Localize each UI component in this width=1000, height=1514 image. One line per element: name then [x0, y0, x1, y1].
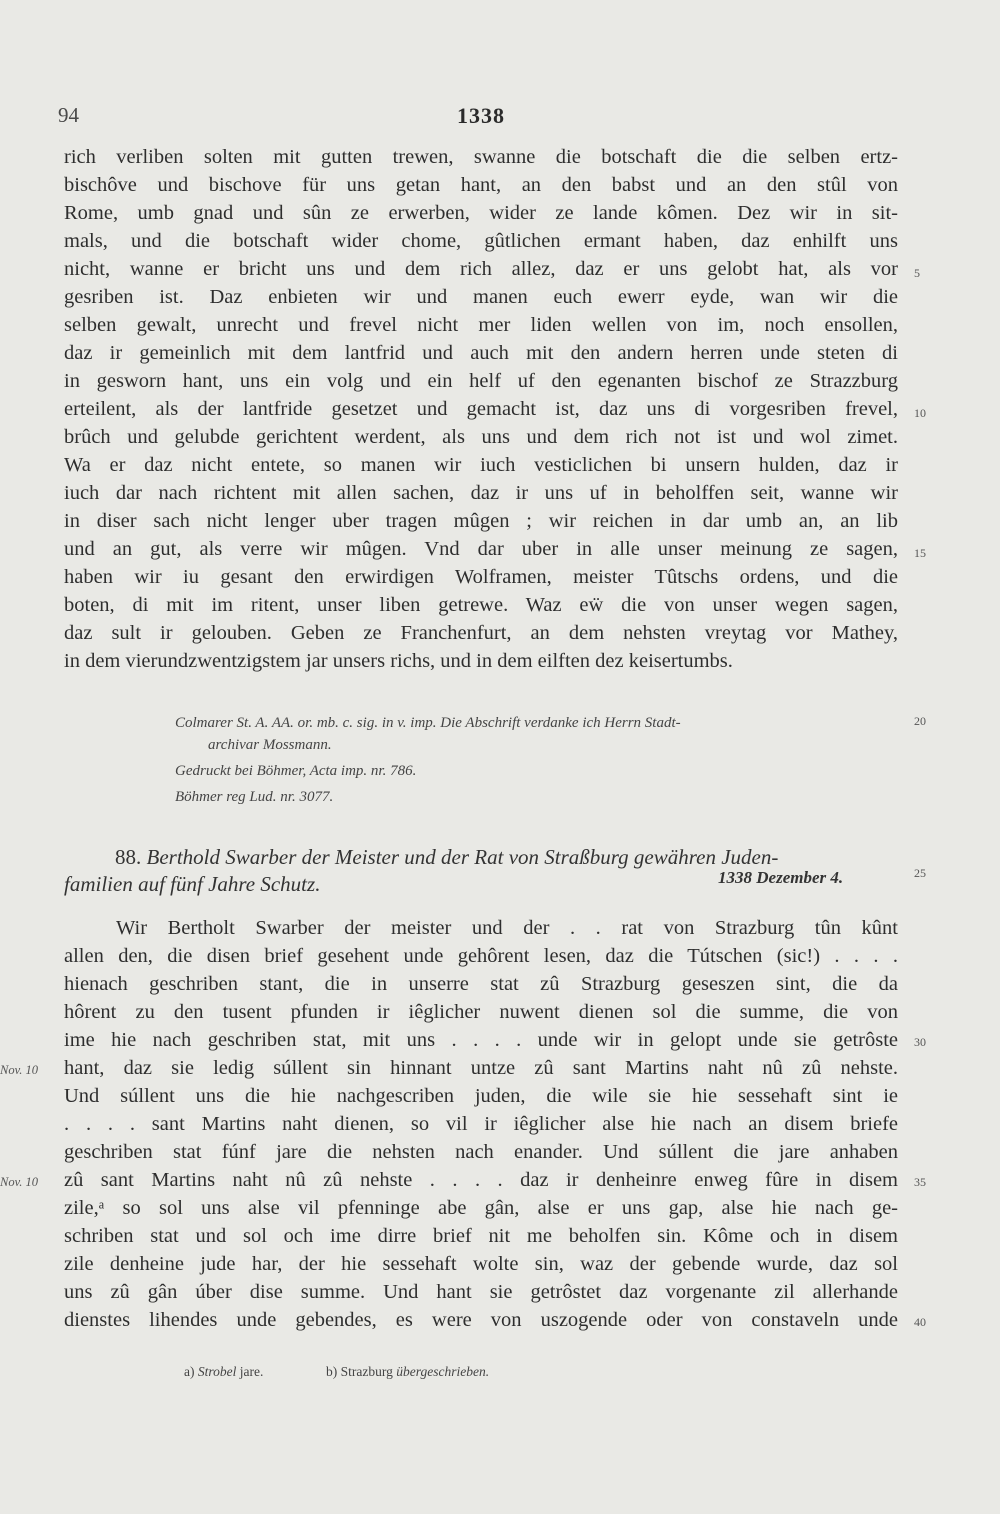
page-number: 94 [58, 103, 79, 127]
text-line: hôrent zu den tusent pfunden ir iêglicher nuwent dienen sol die summe, die von [64, 1001, 898, 1023]
footnote-italic: übergeschrieben. [396, 1364, 490, 1379]
text-line: dienstes lihendes unde gebendes, es were von uszogende oder von constaveln unde [64, 1309, 898, 1331]
text-line: in diser sach nicht lenger uber tragen mûgen ; wir reichen in dar umb an, an lib [64, 510, 898, 532]
text-line: gesriben ist. Daz enbieten wir und manen euch ewerr eyde, wan wir die [64, 286, 898, 308]
text-line: schriben stat und sol och ime dirre brief nit me beholfen sin. Kôme och in disem [64, 1225, 898, 1247]
text-line: ime hie nach geschriben stat, mit uns . . . . unde wir in gelopt unde sie getrôste [64, 1029, 898, 1051]
text-line: boten, di mit im ritent, unser liben getrewe. Waz eẅ die von unser wegen sagen, [64, 594, 898, 616]
text-line: hienach geschriben stant, die in unserre stat zû Strazburg geseszen sint, die da [64, 973, 898, 995]
text-line: Rome, umb gnad und sûn ze erwerben, wider ze lande kômen. Dez wir in sit- [64, 202, 898, 224]
text-line: nicht, wanne er bricht uns und dem rich allez, daz er uns gelobt hat, als vor [64, 258, 898, 280]
footnote-b [326, 1364, 489, 1380]
footnote-text: Strazburg [340, 1364, 393, 1379]
source-line: Gedruckt bei Böhmer, Acta imp. nr. 786. [175, 763, 417, 779]
line-number: 30 [914, 1035, 926, 1049]
text-line: zû sant Martins naht nû zû nehste . . . . daz ir denheinre enweg fûre in disem [64, 1169, 898, 1191]
text-line: selben gewalt, unrecht und frevel nicht mer liden wellen von im, noch ensollen, [64, 314, 898, 336]
line-number: 5 [914, 266, 920, 280]
text-line: in dem vierundzwentzigstem jar unsers richs, und in dem eilften dez keisertumbs. [64, 650, 733, 672]
text-line: brûch und gelubde gerichtent werdent, als uns und dem rich not ist und wol zimet. [64, 426, 898, 448]
line-number: 35 [914, 1175, 926, 1189]
source-line: Böhmer reg Lud. nr. 3077. [175, 789, 334, 805]
text-line: Wa er daz nicht entete, so manen wir iuch vesticlichen bi unsern hulden, daz ir [64, 454, 898, 476]
line-number: 20 [914, 714, 926, 728]
text-line: zile,ᵃ so sol uns alse vil pfenninge abe gân, alse er uns gap, alse hie nach ge- [64, 1197, 898, 1219]
text-line: haben wir iu gesant den erwirdigen Wolframen, meister Tûtschs ordens, und die [64, 566, 898, 588]
page-header [0, 103, 1000, 129]
source-line: Colmarer St. A. AA. or. mb. c. sig. in v. imp. Die Abschrift verdanke ich Herrn Stadt- [175, 715, 681, 731]
footnote-a [184, 1364, 263, 1380]
text-line: mals, und die botschaft wider chome, gûtlichen ermant haben, daz enhilft uns [64, 230, 898, 252]
footnote-mark: b) [326, 1364, 338, 1379]
text-line: Wir Bertholt Swarber der meister und der . . rat von Strazburg tûn kûnt [116, 917, 898, 939]
text-line: bischôve und bischove für uns getan hant, an den babst und an den stûl von [64, 174, 898, 196]
source-line: archivar Mossmann. [208, 737, 332, 753]
margin-date-note: Nov. 10 [0, 1063, 38, 1077]
text-line: zile denheine jude har, der hie sessehaft wolte sin, waz der gebende wurde, daz sol [64, 1253, 898, 1275]
text-line: erteilent, als der lantfride gesetzet und gemacht ist, daz uns di vorgesriben frevel, [64, 398, 898, 420]
text-line: und an gut, als verre wir mûgen. Vnd dar uber in alle unser meinung ze sagen, [64, 538, 898, 560]
text-line: uns zû gân úber dise summe. Und hant sie getrôstet daz vorgenante zil allerhande [64, 1281, 898, 1303]
text-line: rich verliben solten mit gutten trewen, swanne die botschaft die die selben ertz- [64, 146, 898, 168]
line-number: 40 [914, 1315, 926, 1329]
footnote-italic: Strobel [197, 1364, 237, 1379]
document-date: 1338 Dezember 4. [718, 868, 844, 887]
footnote-text: jare. [239, 1364, 264, 1379]
text-line: allen den, die disen brief gesehent unde gehôrent lesen, daz die Tútschen (sic!) . . . . [64, 945, 898, 967]
heading-text-1: Berthold Swarber der Meister und der Rat von Straßburg gewähren Juden- [146, 845, 779, 869]
text-line: in gesworn hant, uns ein volg und ein helf uf den egenanten bischof ze Strazzburg [64, 370, 898, 392]
line-number: 25 [914, 866, 926, 880]
line-number: 10 [914, 406, 926, 420]
running-year: 1338 [457, 103, 505, 128]
line-number: 15 [914, 546, 926, 560]
text-line: . . . . sant Martins naht dienen, so vil ir iêglicher alse hie nach an disem briefe [64, 1113, 898, 1135]
heading-line-1 [115, 845, 778, 870]
margin-date-note: Nov. 10 [0, 1175, 38, 1189]
heading-line-2: familien auf fünf Jahre Schutz. [64, 872, 321, 896]
document-number: 88. [115, 845, 142, 869]
text-line: Und súllent uns die hie nachgescriben juden, die wile sie hie sessehaft sint ie [64, 1085, 898, 1107]
text-line: iuch dar nach richtent mit allen sachen, daz ir uns uf in beholffen seit, wanne wir [64, 482, 898, 504]
text-line: hant, daz sie ledig súllent sin hinnant untze zû sant Martins naht nû zû nehste. [64, 1057, 898, 1079]
text-line: daz sult ir gelouben. Geben ze Franchenfurt, an dem nehsten vreytag vor Mathey, [64, 622, 898, 644]
footnote-mark: a) [184, 1364, 195, 1379]
text-line: daz ir gemeinlich mit dem lantfrid und auch mit den andern herren unde steten di [64, 342, 898, 364]
text-line: geschriben stat fúnf jare die nehsten nach enander. Und súllent die jare anhaben [64, 1141, 898, 1163]
